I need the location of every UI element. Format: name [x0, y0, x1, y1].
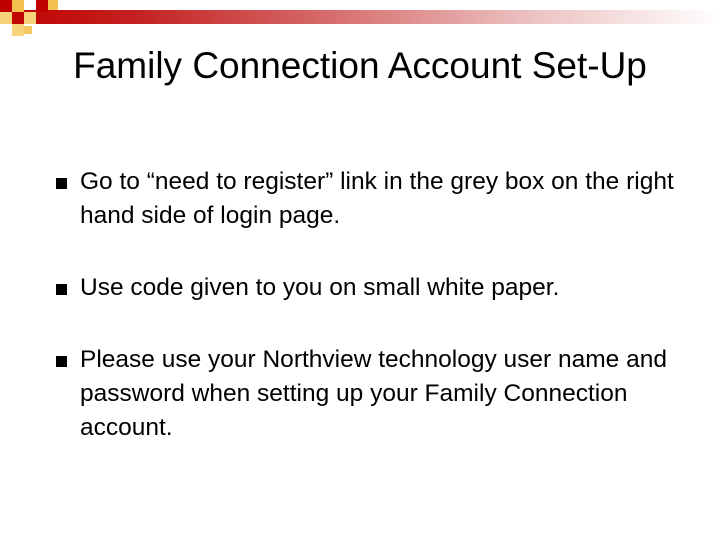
- decorative-square: [0, 0, 12, 12]
- bullet-list: [56, 165, 676, 445]
- bullet-item: [56, 343, 676, 445]
- decorative-square: [12, 0, 24, 12]
- bullet-text: Use code given to you on small white paper.: [80, 274, 560, 301]
- decorative-square: [12, 24, 24, 36]
- decorative-square: [0, 12, 12, 24]
- bullet-text: Go to “need to register” link in the grey box on the right hand side of login page.: [80, 168, 674, 229]
- decorative-square: [24, 12, 36, 24]
- bullet-item: [56, 271, 676, 305]
- slide-title: Family Connection Account Set-Up: [73, 45, 647, 86]
- decorative-square: [24, 26, 32, 34]
- decorative-square: [48, 0, 58, 10]
- decorative-square: [36, 0, 48, 12]
- square-bullet-icon: [56, 284, 67, 295]
- square-bullet-icon: [56, 356, 67, 367]
- header-gradient-bar: [0, 10, 720, 24]
- bullet-text: Please use your Northview technology user name and password when setting up your Family Connection account.: [80, 346, 667, 441]
- square-bullet-icon: [56, 178, 67, 189]
- bullet-item: [56, 165, 676, 233]
